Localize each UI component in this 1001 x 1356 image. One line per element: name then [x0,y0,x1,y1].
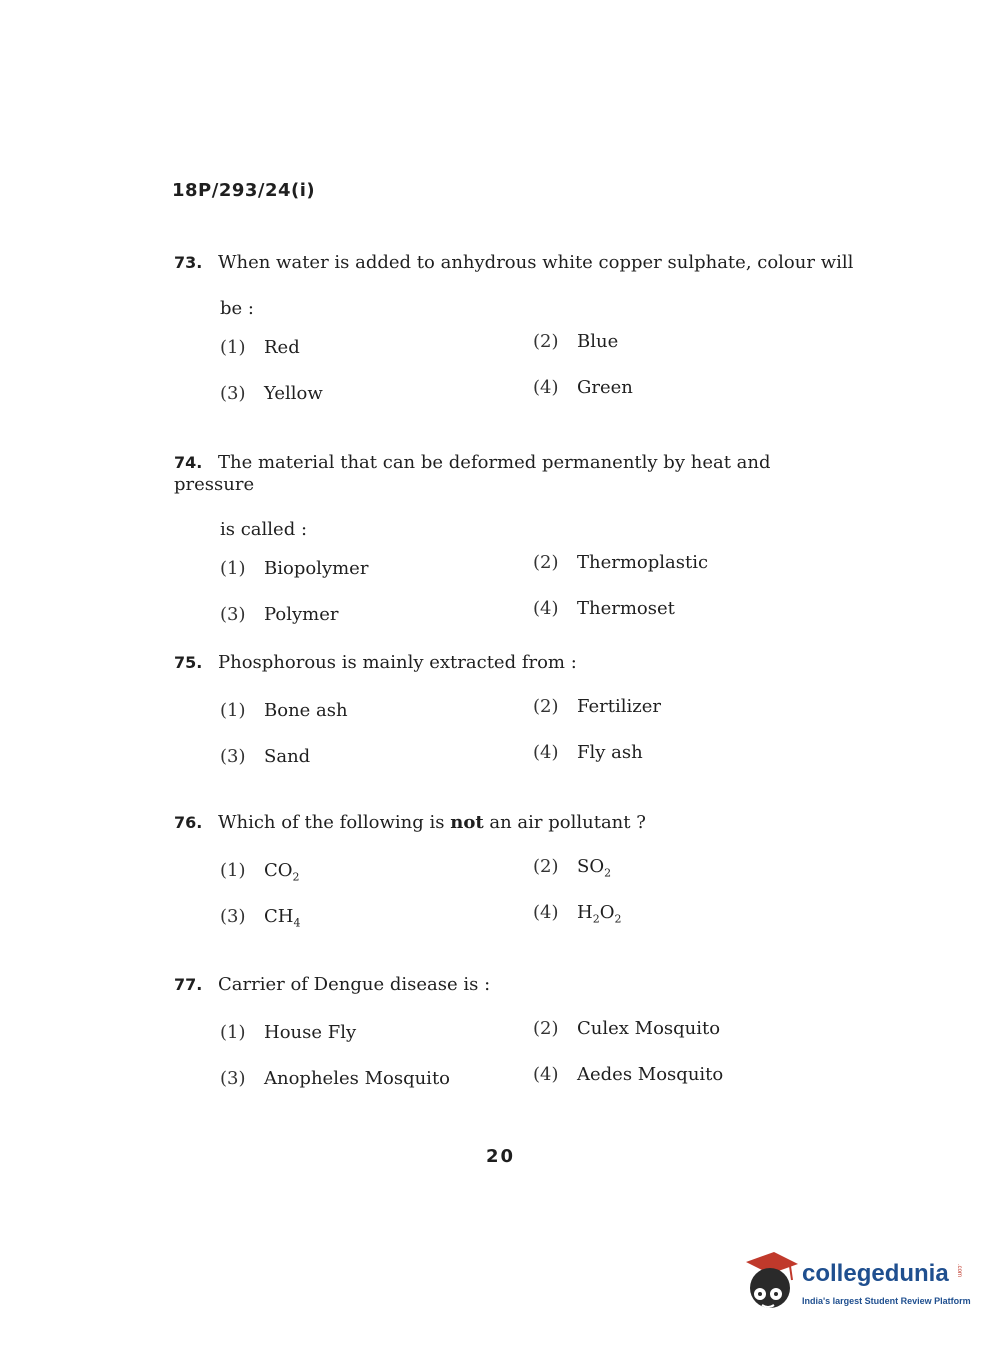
question-text: Which of the following is not an air pollutant ? [218,812,646,833]
option-4: (4) Aedes Mosquito [533,1063,724,1085]
paper-code: 18P/293/24(i) [172,180,316,201]
option-3: (3) Polymer [220,604,339,626]
option-4: (4) Green [533,376,633,398]
logo-wordmark: collegedunia [802,1260,949,1287]
logo-suffix: .com [956,1264,962,1278]
options [220,552,854,658]
question-number: 76. [174,813,203,832]
options [220,695,854,800]
option-3: (3) Sand [220,745,311,767]
option-4: (4) Fly ash [533,741,643,763]
collegedunia-logo [740,1248,970,1318]
option-3: (3) Yellow [220,382,323,404]
logo-tagline: India's largest Student Review Platform [802,1296,971,1306]
question-text-continued: is called : [220,519,308,541]
mascot-icon [740,1248,800,1314]
question-text-continued: be : [220,297,254,319]
question-text: Carrier of Dengue disease is : [218,974,491,995]
options [220,855,854,960]
option-1: (1) Bone ash [220,699,348,721]
question-number: 74. [174,453,203,472]
question-73 [174,252,854,437]
option-2: (2) Thermoplastic [533,552,709,574]
option-4: (4) Thermoset [533,598,675,620]
option-3: (3) $CH_4$ [220,905,301,930]
question-number: 75. [174,653,203,672]
question-text: When water is added to anhydrous white copper sulphate, colour will [218,252,854,273]
question-76 [174,812,854,960]
question-number: 73. [174,253,203,272]
question-number: 77. [174,975,203,994]
option-4: (4) $H_2O_2$ [533,901,622,926]
options [220,1017,854,1122]
option-2: (2) $SO_2$ [533,855,612,880]
option-1: (1) Red [220,336,300,358]
option-2: (2) Fertilizer [533,695,662,717]
option-2: (2) Blue [533,330,619,352]
options [220,330,854,437]
page-number: 20 [485,1146,516,1167]
question-text: The material that can be deformed permanently by heat and pressure [174,452,771,495]
question-77 [174,974,854,1122]
option-3: (3) Anopheles Mosquito [220,1067,451,1089]
option-1: (1) $CO_2$ [220,859,300,884]
option-1: (1) Biopolymer [220,558,369,580]
question-text: Phosphorous is mainly extracted from : [218,652,577,673]
option-1: (1) House Fly [220,1021,357,1043]
question-75 [174,652,854,800]
question-74 [174,452,854,658]
option-2: (2) Culex Mosquito [533,1017,721,1039]
